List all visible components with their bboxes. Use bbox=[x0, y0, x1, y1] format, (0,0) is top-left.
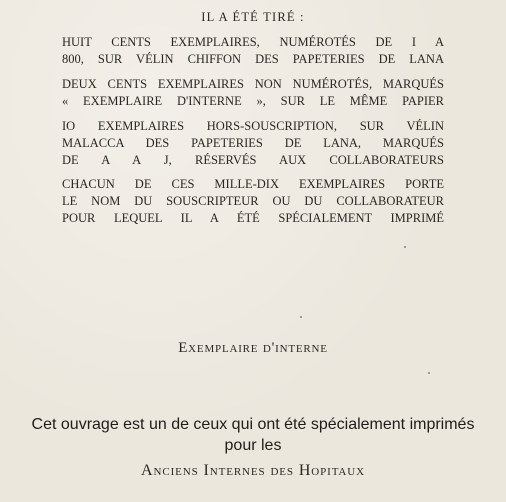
dedication-line: pour les bbox=[224, 437, 282, 454]
colophon-line: IO EXEMPLAIRES HORS-SOUSCRIPTION, SUR VÉLIN bbox=[62, 119, 444, 133]
colophon-line: CHACUN DE CES MILLE-DIX EXEMPLAIRES PORTE bbox=[62, 177, 444, 191]
paper-speck bbox=[300, 316, 302, 318]
colophon-line: HUIT CENTS EXEMPLAIRES, NUMÉROTÉS DE I A bbox=[62, 35, 444, 49]
colophon-heading: IL A ÉTÉ TIRÉ : bbox=[201, 10, 305, 24]
recipients-title: Anciens Internes des Hopitaux bbox=[141, 462, 365, 479]
colophon-line: POUR LEQUEL IL A ÉTÉ SPÉCIALEMENT IMPRIMÉ bbox=[62, 211, 444, 225]
paper-speck bbox=[404, 246, 406, 248]
colophon-block-hors-souscription bbox=[62, 118, 444, 169]
colophon-line: 800, SUR VÉLIN CHIFFON DES PAPETERIES DE LANA bbox=[62, 52, 444, 66]
colophon-line: LE NOM DU SOUSCRIPTEUR OU DU COLLABORATEUR bbox=[62, 194, 444, 208]
dedication-line: Cet ouvrage est un de ceux qui ont été spécialement imprimés bbox=[31, 416, 475, 433]
dedication-note bbox=[0, 414, 506, 456]
paper-speck bbox=[428, 372, 430, 374]
colophon-block-personalized bbox=[62, 176, 444, 227]
colophon-block-numbered bbox=[62, 34, 444, 68]
exemplaire-mark: Exemplaire d'interne bbox=[178, 340, 328, 356]
colophon-line: MALACCA DES PAPETERIES DE LANA, MARQUÉS bbox=[62, 136, 444, 150]
colophon-line: « EXEMPLAIRE D'INTERNE », SUR LE MÊME PAPIER bbox=[62, 94, 444, 108]
colophon-block-unnumbered bbox=[62, 76, 444, 110]
colophon-line: DEUX CENTS EXEMPLAIRES NON NUMÉROTÉS, MARQUÉS bbox=[62, 77, 444, 91]
colophon-line: DE A A J, RÉSERVÉS AUX COLLABORATEURS bbox=[62, 153, 444, 167]
